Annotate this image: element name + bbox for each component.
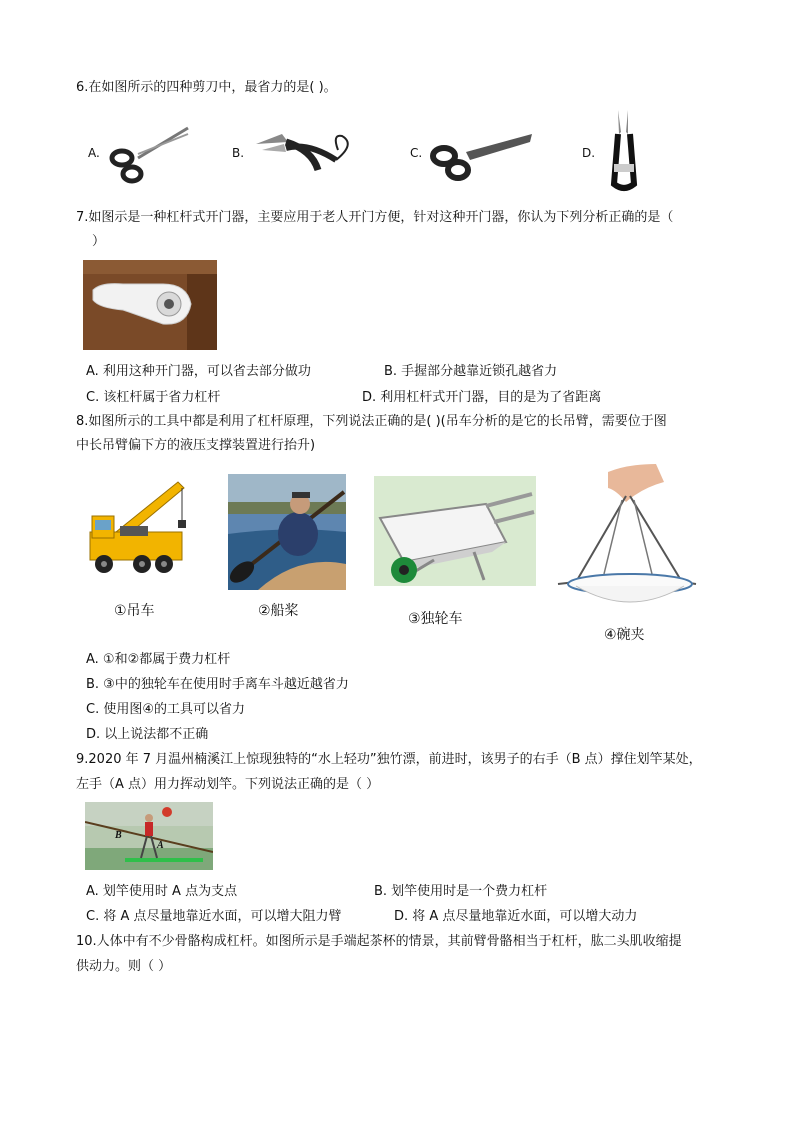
- q7-stem-line2: ）: [92, 234, 106, 249]
- crane-truck-image: [86, 476, 190, 582]
- q9-stem-line2: 左手（A 点）用力挥动划竿。下列说法正确的是（ ）: [76, 777, 380, 792]
- pruning-shears-b-image: [252, 124, 356, 176]
- q9-option-d: D. 将 A 点尽量地靠近水面，可以增大动力: [394, 909, 638, 924]
- q7-option-b: B. 手握部分越靠近锁孔越省力: [384, 364, 558, 379]
- q7-stem-line1: 7.如图示是一种杠杆式开门器，主要应用于老人开门方便，针对这种开门器，你认为下列分析正确的是（: [76, 210, 674, 225]
- q6-option-a-label: A.: [88, 146, 100, 160]
- q8-option-d: D. 以上说法都不正确: [86, 727, 209, 742]
- point-a-label: A: [157, 840, 164, 851]
- point-b-label: B: [115, 830, 122, 841]
- snips-d-image: [606, 108, 642, 192]
- bamboo-rafting-image: [85, 802, 213, 870]
- caption-crane: ①吊车: [114, 603, 155, 619]
- q9-option-c: C. 将 A 点尽量地靠近水面，可以增大阻力臂: [86, 909, 342, 924]
- q8-stem-line2: 中长吊臂偏下方的液压支撑装置进行抬升): [76, 438, 316, 453]
- q7-option-c: C. 该杠杆属于省力杠杆: [86, 390, 221, 405]
- q7-option-d: D. 利用杠杆式开门器，目的是为了省距离: [362, 390, 602, 405]
- bowl-clip-image: [556, 462, 698, 618]
- q8-option-c: C. 使用图④的工具可以省力: [86, 702, 245, 717]
- door-opener-image: [83, 260, 217, 350]
- q10-stem-line1: 10.人体中有不少骨骼构成杠杆。如图所示是手端起茶杯的情景，其前臂骨骼相当于杠杆，肱二头肌收缩提: [76, 934, 682, 949]
- caption-wheelbarrow: ③独轮车: [408, 611, 463, 627]
- caption-bowl-clip: ④碗夹: [604, 627, 645, 643]
- q8-stem-line1: 8.如图所示的工具中都是利用了杠杆原理，下列说法正确的是( )(吊车分析的是它的长吊臂，需要位于图: [76, 414, 667, 429]
- q6-option-b-label: B.: [232, 146, 245, 160]
- kayak-paddle-image: [228, 474, 346, 590]
- q6-option-d-label: D.: [582, 146, 596, 160]
- q9-stem-line1: 9.2020 年 7 月温州楠溪江上惊现独特的“水上轻功”独竹漂，前进时，该男子的右手（B 点）撑住划竿某处，: [76, 752, 702, 767]
- q6-stem: 6.在如图所示的四种剪刀中，最省力的是( )。: [76, 80, 337, 95]
- scissors-c-image: [430, 130, 534, 182]
- q8-option-a: A. ①和②都属于费力杠杆: [86, 652, 231, 667]
- wheelbarrow-image: [374, 476, 536, 586]
- q8-option-b: B. ③中的独轮车在使用时手离车斗越近越省力: [86, 677, 349, 692]
- q9-option-b: B. 划竿使用时是一个费力杠杆: [374, 884, 548, 899]
- caption-paddle: ②船桨: [258, 603, 299, 619]
- q6-option-c-label: C.: [410, 146, 423, 160]
- q7-option-a: A. 利用这种开门器，可以省去部分做功: [86, 364, 311, 379]
- scissors-a-image: [108, 124, 190, 184]
- q10-stem-line2: 供动力。则（ ）: [76, 959, 172, 974]
- q9-option-a: A. 划竿使用时 A 点为支点: [86, 884, 238, 899]
